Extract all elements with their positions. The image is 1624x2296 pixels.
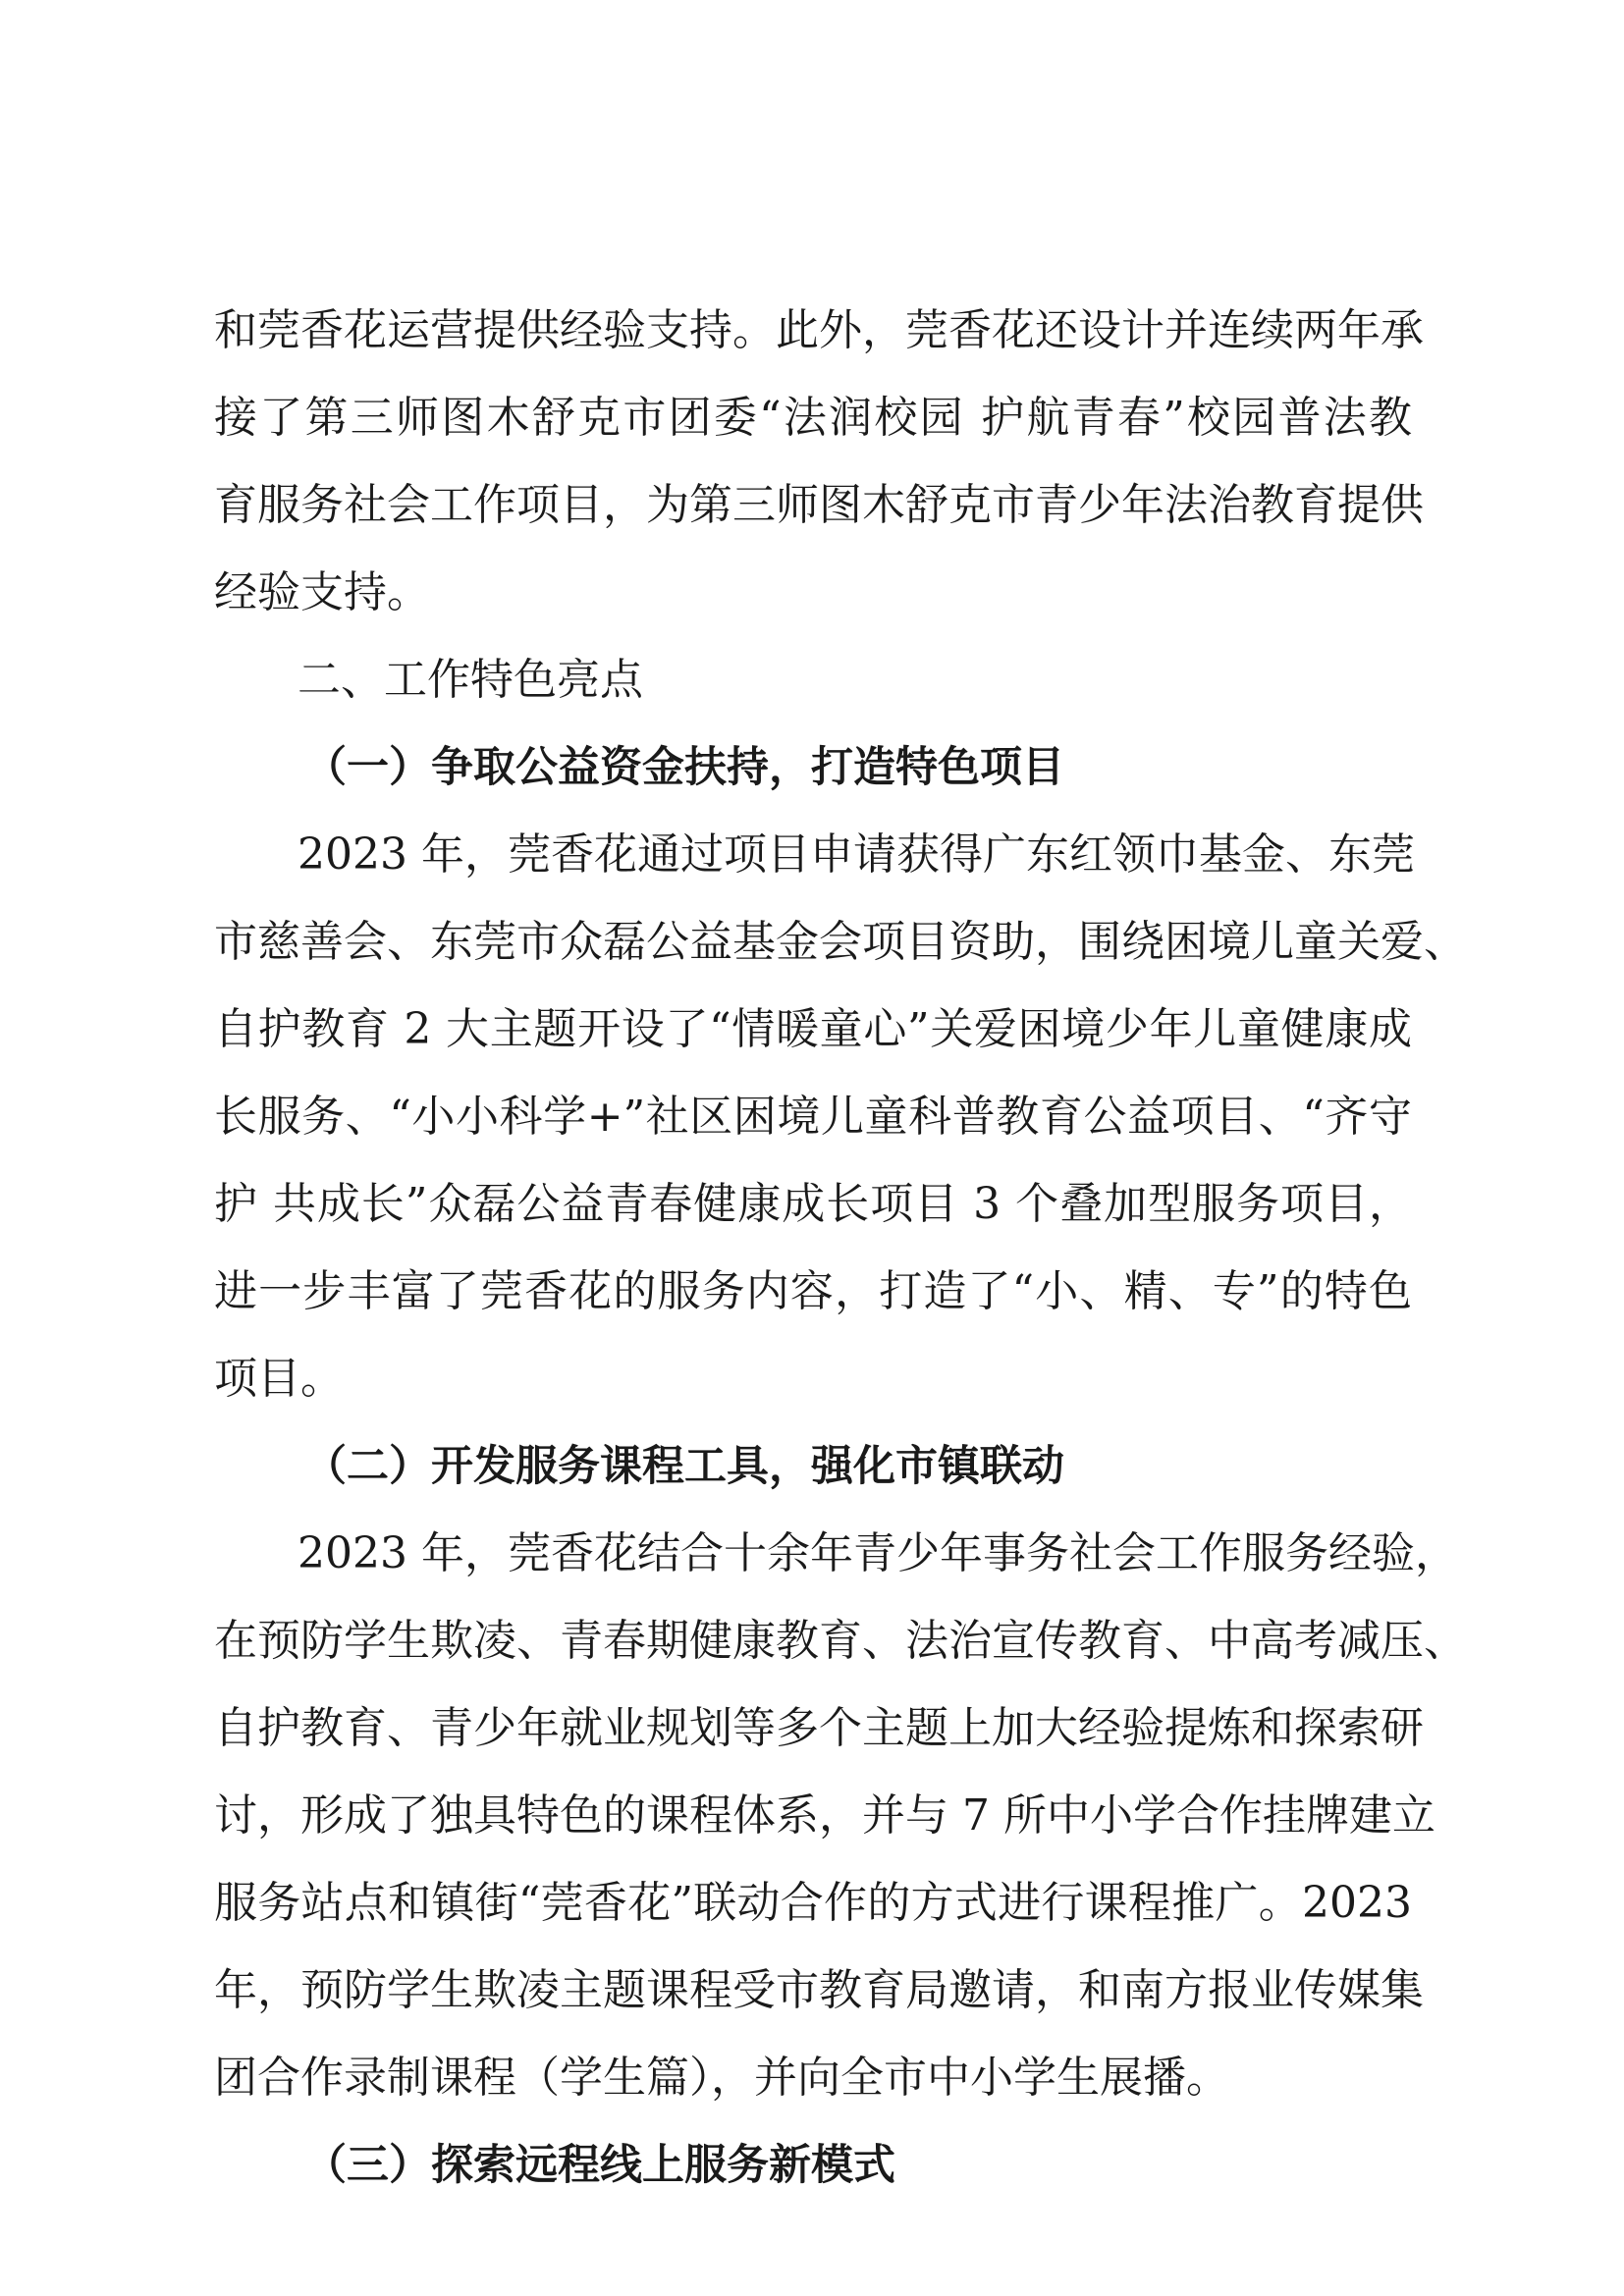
section-heading: 二、工作特色亮点 bbox=[298, 655, 643, 705]
subsection-heading: （三）探索远程线上服务新模式 bbox=[304, 2141, 895, 2190]
paragraph-line: 长服务、“小小科学+”社区困境儿童科普教育公益项目、“齐守 bbox=[214, 1092, 1412, 1142]
paragraph-line: 服务站点和镇街“莞香花”联动合作的方式进行课程推广。2023 bbox=[214, 1878, 1412, 1928]
paragraph-line: 护 共成长”众磊公益青春健康成长项目 3 个叠加型服务项目， bbox=[214, 1179, 1412, 1229]
subsection-heading: （一）争取公益资金扶持，打造特色项目 bbox=[304, 743, 1064, 792]
paragraph-line: 育服务社会工作项目，为第三师图木舒克市青少年法治教育提供 bbox=[214, 480, 1424, 530]
paragraph-line: 经验支持。 bbox=[214, 567, 430, 617]
paragraph-line: 在预防学生欺凌、青春期健康教育、法治宣传教育、中高考减压、 bbox=[214, 1616, 1467, 1666]
paragraph-line: 项目。 bbox=[214, 1354, 344, 1404]
paragraph-line: 团合作录制课程（学生篇），并向全市中小学生展播。 bbox=[214, 2053, 1229, 2103]
paragraph-line: 和莞香花运营提供经验支持。此外，莞香花还设计并连续两年承 bbox=[214, 305, 1424, 355]
paragraph-line: 市慈善会、东莞市众磊公益基金会项目资助，围绕困境儿童关爱、 bbox=[214, 917, 1467, 967]
subsection-heading: （二）开发服务课程工具，强化市镇联动 bbox=[304, 1442, 1064, 1491]
paragraph-line: 自护教育、青少年就业规划等多个主题上加大经验提炼和探索研 bbox=[214, 1703, 1424, 1753]
paragraph-line: 自护教育 2 大主题开设了“情暖童心”关爱困境少年儿童健康成 bbox=[214, 1004, 1412, 1054]
paragraph-line: 2023 年，莞香花结合十余年青少年事务社会工作服务经验， bbox=[298, 1528, 1458, 1578]
paragraph-line: 2023 年，莞香花通过项目申请获得广东红领巾基金、东莞 bbox=[298, 829, 1415, 880]
paragraph-line: 接了第三师图木舒克市团委“法润校园 护航青春”校园普法教 bbox=[214, 393, 1412, 443]
paragraph-line: 进一步丰富了莞香花的服务内容，打造了“小、精、专”的特色 bbox=[214, 1266, 1412, 1316]
paragraph-line: 年，预防学生欺凌主题课程受市教育局邀请，和南方报业传媒集 bbox=[214, 1965, 1424, 2015]
paragraph-line: 讨，形成了独具特色的课程体系，并与 7 所中小学合作挂牌建立 bbox=[214, 1790, 1435, 1841]
